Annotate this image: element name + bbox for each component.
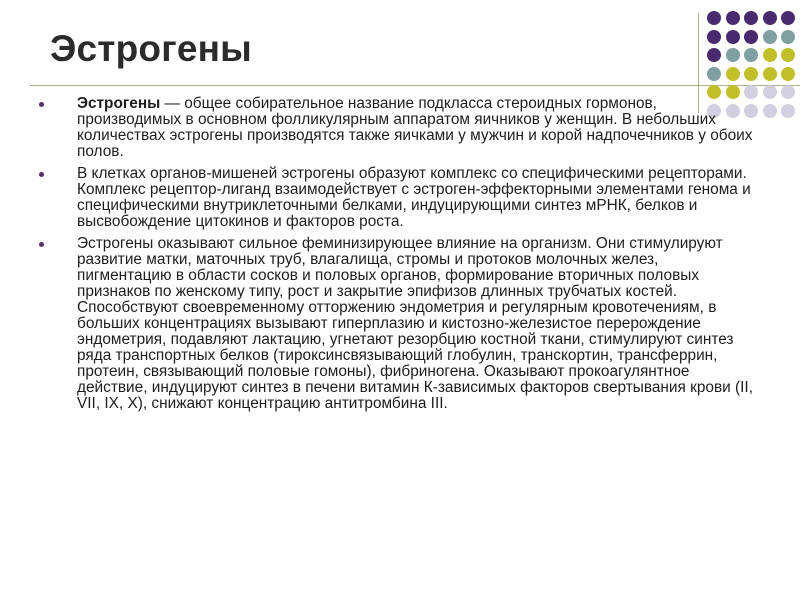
decorative-dot — [763, 85, 777, 99]
decorative-dot — [763, 104, 777, 118]
decorative-dot — [744, 67, 758, 81]
decorative-dot — [781, 85, 795, 99]
bullet-text: В клетках органов-мишеней эстрогены образуют комплекс со специфическими рецепторами. Комплекс рецептор-лиганд взаимодействует с эстроген-эффекторными элементами генома и специфическими внутриклеточными белками, индуцирующими синтез мРНК, белков и высвобождение цитокинов и факторов роста. — [77, 165, 751, 230]
title-divider — [30, 85, 800, 86]
bullet-icon — [39, 172, 44, 177]
decorative-dot — [763, 48, 777, 62]
decorative-dot — [726, 67, 740, 81]
bullet-icon — [39, 242, 44, 247]
slide-title: Эстрогены — [50, 28, 252, 69]
bullet-list — [56, 96, 756, 418]
decorative-dot — [763, 67, 777, 81]
decorative-dot — [781, 48, 795, 62]
decorative-dot — [744, 30, 758, 44]
decorative-dot — [744, 11, 758, 25]
bullet-text: — общее собирательное название подкласса стероидных гормонов, производимых в основном фолликулярным аппаратом яичников у женщин. В небольших количествах эстрогены производятся также яичками у мужчин и корой надпочечников у обоих полов. — [77, 95, 753, 160]
decorative-dot — [726, 48, 740, 62]
bullet-text: Эстрогены оказывают сильное феминизирующее влияние на организм. Они стимулируют развитие матки, маточных труб, влагалища, стромы и протоков молочных желез, пигментацию в области сосков и половых органов, формирование вторичных половых признаков по женскому типу, рост и закрытие эпифизов длинных трубчатых костей. Способствуют своевременному отторжению эндометрия и регулярным кровотечениям, в больших концентрациях вызывают гиперплазию и кистозно-железистое перерождение эндометрия, подавляют лактацию, угнетают резорбцию костной ткани, стимулируют синтез ряда транспортных белков (тироксинсвязывающий глобулин, транскортин, трансферрин, протеин, связывающий половые гомоны), фибриногена. Оказывают прокоагулянтное действие, индуцируют синтез в печени витамин К-зависимых факторов свертывания крови (II, VII, IX, X), снижают концентрацию антитромбина III. — [77, 235, 753, 412]
bullet-icon — [39, 102, 44, 107]
decorative-dot — [781, 67, 795, 81]
bullet-item — [56, 96, 756, 160]
decorative-dot — [781, 104, 795, 118]
decorative-dot — [781, 30, 795, 44]
decorative-dot — [744, 48, 758, 62]
decorative-dot — [707, 11, 721, 25]
bullet-term: Эстрогены — [77, 95, 161, 112]
decorative-dot — [707, 48, 721, 62]
decorative-dot — [726, 11, 740, 25]
decorative-dot — [781, 11, 795, 25]
bullet-item — [56, 236, 756, 412]
decorative-dot — [707, 67, 721, 81]
decorative-dot — [763, 11, 777, 25]
bullet-item — [56, 166, 756, 230]
decorative-dot — [763, 30, 777, 44]
decorative-dot — [707, 30, 721, 44]
decorative-dot — [726, 30, 740, 44]
